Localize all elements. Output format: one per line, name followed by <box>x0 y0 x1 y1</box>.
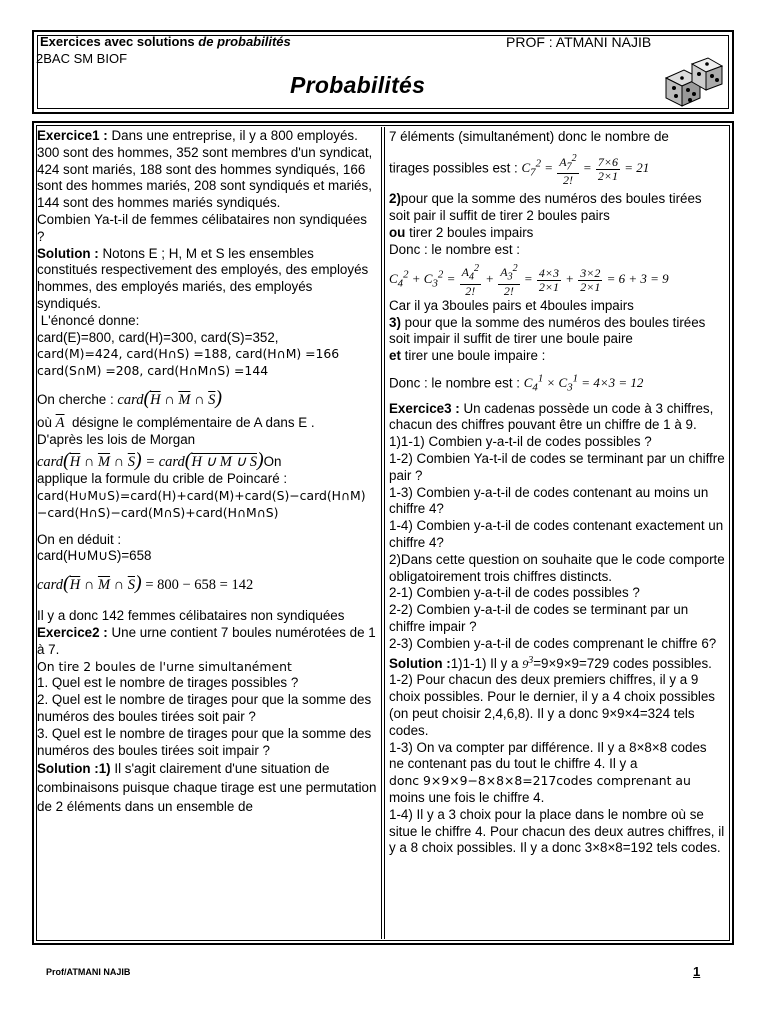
right-line-tirages: tirages possibles est : $C_7^2$ = $\frac{A_7^2}{2!}$ = $\frac{7\times 6}{2\times 1}$ = 21 <box>389 152 650 188</box>
formula-impair: $C_4^1 \times C_3^1 = 4\times 3 = 12$ <box>523 372 644 394</box>
formula-a-bar: $\overline{A}$ <box>55 414 65 431</box>
right-ou-line: ou tirer 2 boules impairs <box>389 224 534 240</box>
deduit-value: card(H∪M∪S)=658 <box>37 548 152 564</box>
dice-icon <box>662 56 724 108</box>
solution2-paragraph: Solution :1) Il s'agit clairement d'une situation de combinaisons puisque chaque tirage est une permutation de 2 éléments dans un ensemble de <box>37 761 377 815</box>
formula-c72: $C_7^2$ = $\frac{A_7^2}{2!}$ = $\frac{7\times 6}{2\times 1}$ = 21 <box>521 152 650 188</box>
header-prof: PROF : ATMANI NAJIB <box>506 34 652 50</box>
poincare-line: applique la formule du crible de Poincaré : <box>37 471 288 487</box>
exercise1-question: Combien Ya-t-il de femmes célibataires non syndiquées ? <box>37 211 367 244</box>
exercise3-paragraph: Exercice3 : Un cadenas possède un code à 3 chiffres, chacun des chiffres pouvant être un chiffre de 1 à 9. <box>389 400 714 433</box>
morgan-line: D'après les lois de Morgan <box>37 431 196 447</box>
page-number: 1 <box>693 964 701 979</box>
right-column <box>389 128 725 857</box>
complement-definition: où $\overline{A}$ désigne le complémentaire de A dans E . <box>37 414 315 431</box>
formula-pair-line <box>389 262 725 297</box>
page-title: Probabilités <box>290 72 426 98</box>
right-part3: 3) pour que la somme des numéros des boules tirées soit impair il suffit de tirer une boule paire <box>389 314 706 347</box>
ex3-q13: 1-3) Combien y-a-t-il de codes contenant au moins un chiffre 4? <box>389 484 709 517</box>
poincare-formula: card(H∪M∪S)=card(H)+card(M)+card(S)−card(H∩M)−card(H∩S)−card(M∩S)+card(H∩M∩S) <box>37 487 366 520</box>
formula-pair: $C_4^2 + C_3^2$ = $\frac{A_4^2}{2!}$ + $\frac{A_3^2}{2!}$ = $\frac{4\times 3}{2\times 1}$ + $\frac{3\times 2}{2\times 1}$ = 6 + 3 = 9 <box>389 263 669 298</box>
exercise2-q3: 3. Quel est le nombre de tirages pour que la somme des numéros des boules tirées soit impair ? <box>37 725 372 758</box>
solution3-paragraph: Solution :1)1-1) Il y a $9^3=9\times 9\times 9=729$ codes possibles. <box>389 654 712 671</box>
deduit-label: On en déduit : <box>37 531 122 547</box>
left-column <box>37 128 377 816</box>
formula-9cube: $9^3$ <box>522 654 534 671</box>
footer-author: Prof/ATMANI NAJIB <box>46 967 131 977</box>
conclusion-text: Il y a donc 142 femmes célibataires non syndiquées <box>37 607 345 623</box>
formula-morgan: $card(\overline{H}$ ∩ $\overline{M}$ ∩ $\overline{S}$) = card(H ∪ M ∪ S) <box>37 449 264 472</box>
formula-complement: $card(\overline{H}$ ∩ $\overline{M}$ ∩ $\overline{S}$) <box>117 386 223 409</box>
card-line-2: card(M)=424, card(H∩S) =188, card(H∩M) =166 <box>37 346 340 362</box>
right-et-line: et tirer une boule impaire : <box>389 348 546 364</box>
right-donc-1: Donc : le nombre est : <box>389 241 520 257</box>
exercise2-q2: 2. Quel est le nombre de tirages pour que la somme des numéros des boules tirées soit pair ? <box>37 692 372 724</box>
ex3-q22: 2-2) Combien y-a-t-il de codes se terminant par un chiffre impair ? <box>389 602 689 635</box>
ex3-q2: 2)Dans cette question on souhaite que le code comporte obligatoirement trois chiffres distincts. <box>389 551 725 584</box>
sol3-12: 1-2) Pour chacun des deux premiers chiffres, il y a 9 choix possibles. Pour le dernier, il y a 4 choix possibles (on peut choisir 2,4,6,8). Il y a donc 9×9×4=324 tels codes. <box>389 672 716 738</box>
sol3-13c: moins une fois le chiffre 4. <box>389 790 545 805</box>
right-line-1: 7 éléments (simultanément) donc le nombre de <box>389 129 669 144</box>
ex3-q12: 1-2) Combien Ya-t-il de codes se terminant par un chiffre pair ? <box>389 451 725 483</box>
sol3-13b: donc 9×9×9−8×8×8=217codes comprenant au <box>389 773 691 789</box>
sol3-13a: 1-3) On va compter par différence. Il y a 8×8×8 codes ne contenant pas du tout le chiffre 4. Il y a <box>389 739 707 772</box>
exercise2-paragraph: Exercice2 : Une urne contient 7 boules numérotées de 1 à 7. <box>37 624 376 657</box>
header-class: 2BAC SM BIOF <box>36 51 128 66</box>
ex3-q14: 1-4) Combien y-a-t-il de codes contenant exactement un chiffre 4? <box>389 518 724 551</box>
result-formula-line <box>37 572 377 595</box>
header-title: Exercices avec solutions de probabilités <box>40 34 291 49</box>
ex3-q11: 1)1-1) Combien y-a-t-il de codes possibles ? <box>389 434 652 450</box>
column-divider <box>381 127 385 939</box>
card-line-3: card(S∩M) =208, card(H∩M∩S) =144 <box>37 363 269 379</box>
header-box <box>32 30 734 114</box>
on-cherche-line: On cherche : $card(\overline{H}$ ∩ $\overline{M}$ ∩ $\overline{S}$) <box>37 386 223 409</box>
exercise2-q1: 1. Quel est le nombre de tirages possibles ? <box>37 675 299 691</box>
enonce-label: L'énoncé donne: <box>40 312 140 328</box>
exercise2-tire: On tire 2 boules de l'urne simultanément <box>37 658 292 674</box>
ex3-q23: 2-3) Combien y-a-t-il de codes comprenant le chiffre 6? <box>389 635 717 651</box>
morgan-formula-line: $card(\overline{H}$ ∩ $\overline{M}$ ∩ $\overline{S}$) = card(H ∪ M ∪ S)On <box>37 449 282 472</box>
exercise1-paragraph: Exercice1 : Dans une entreprise, il y a 800 employés. 300 sont des hommes, 352 sont membres d'un syndicat, 424 sont mariés, 188 sont des hommes syndiqués, 166 sont des hommes mariés, 208 sont syndiqués et mariés, 144 sont des hommes mariés syndiqués. <box>37 128 373 211</box>
card-line-1: card(E)=800, card(H)=300, card(S)=352, <box>37 329 279 345</box>
sol3-14: 1-4) Il y a 3 choix pour la place dans le nombre où se situe le chiffre 4. Pour chacun des deux autres chiffres, il y a 8 choix possibles. Il y a donc 3×8×8=192 tels codes. <box>389 806 725 856</box>
right-car-line: Car il ya 3boules pairs et 4boules impairs <box>389 297 634 313</box>
solution1-paragraph: Solution : Notons E ; H, M et S les ensembles constitués respectivement des employés, des employés hommes, des employés mariés, des employés syndiqués. <box>37 245 369 311</box>
right-donc-2: Donc : le nombre est : $C_4^1 \times C_3^1 = 4\times 3 = 12$ <box>389 372 644 394</box>
right-part2: 2)pour que la somme des numéros des boules tirées soit pair il suffit de tirer 2 boules pairs <box>389 191 702 223</box>
formula-result: $card(\overline{H}$ ∩ $\overline{M}$ ∩ $\overline{S}) = 800 - 658 = 142$ <box>37 572 254 595</box>
ex3-q21: 2-1) Combien y-a-t-il de codes possibles ? <box>389 585 640 601</box>
